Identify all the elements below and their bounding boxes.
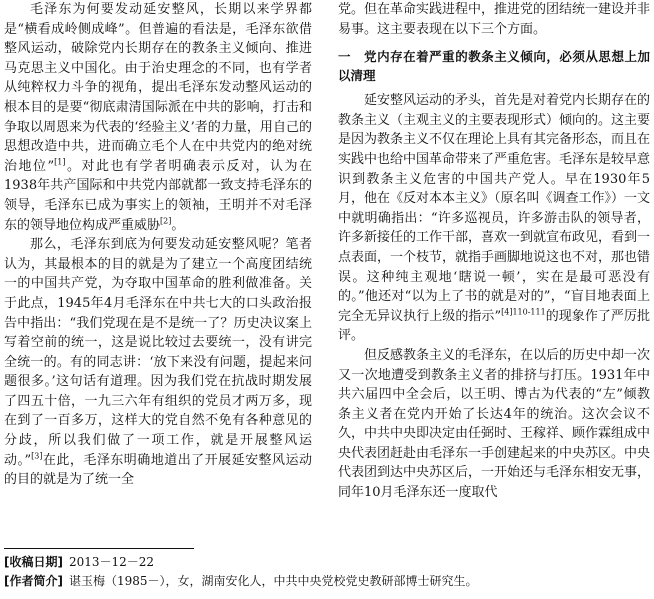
citation: [1]	[54, 157, 66, 167]
citation: [2]	[160, 216, 172, 226]
paragraph: 党。但在革命实践进程中，推进党的团结统一建设并非易事。这主要表现在以下三个方面。	[338, 2, 651, 37]
author-info-value: 谌玉梅（1985－），女，湖南安化人，中共中央党校党史教研部博士研究生。	[68, 574, 478, 588]
citation: [3]	[31, 451, 43, 461]
paragraph: 但反感教条主义的毛泽东，在以后的历史中却一次又一次地遭受到教条主义者的排挤与打压。1931年中共六届四中全会后，以王明、博古为代表的“左”倾教条主义者在党内开始了长达4年的统治。这次会议不久，中共中央即决定由任弼时、王稼祥、顾作霖组成中央代表团赶赴由毛泽东一手创建起来的中央苏区。中央代表团到达中央苏区后，一开始还与毛泽东相安无事，同年10月毛泽东还一度取代	[338, 347, 651, 501]
right-column	[338, 0, 650, 503]
left-column	[4, 0, 312, 490]
paragraph: 毛泽东为何要发动延安整风，长期以来学界都是“横看成岭侧成峰”。但普遍的看法是，毛泽东欲借整风运动，破除党内长期存在的教条主义倾向、推进马克思主义中国化。由于治史理念的不同，也有学者从纯粹权力斗争的视角，提出毛泽东发动整风运动的根本目的是要“彻底肃清国际派在中共的影响，打击和争取以周恩来为代表的‘经验主义’者的力量，用自己的思想改造中共，进而确立毛个人在中共党内的绝对统治地位”[1]。对此也有学者明确表示反对，认为在1938年共产国际和中共党内部就都一致支持毛泽东的领导，毛泽东已成为事实上的领袖，王明并不对毛泽东的领导地位构成严重威胁[2]。	[4, 2, 312, 233]
citation: [4]110-111	[501, 307, 546, 317]
author-info	[4, 572, 644, 591]
author-info-label: [作者简介]	[4, 574, 63, 588]
section-title: 一 党内存在着严重的教条主义倾向，必须从思想上加以清理	[338, 49, 650, 84]
footnotes	[4, 553, 644, 591]
received-date-label: [收稿日期]	[4, 555, 63, 569]
received-date-value: 2013－12－22	[68, 555, 155, 569]
paragraph: 延安整风运动的矛头，首先是对着党内长期存在的教条主义（主观主义的主要表现形式）倾向的。这主要是因为教条主义不仅在理论上具有其完备形态，而且在实践中也给中国革命带来了严重危害。毛泽东是较早意识到教条主义危害的中国共产党人。早在1930年5月，他在《反对本本主义》（原名叫《调查工作》）一文中就明确指出：“许多巡视员，许多游击队的领导者，许多新接任的工作干部，喜欢一到就宣布政见，看到一点表面，一个枝节，就指手画脚地说这也不对，那也错误。这种纯主观地‘瞎说一顿’，实在是最可恶没有的。”他还对“以为上了书的就是对的”，“盲目地表面上完全无异议执行上级的指示”$^{[4]110-111}$的现象作了严厉批评。	[338, 93, 651, 344]
footnote-rule	[4, 548, 194, 549]
paragraph: 那么，毛泽东到底为何要发动延安整风呢？笔者认为，其最根本的目的就是为了建立一个高度团结统一的中国共产党，为夺取中国革命的胜利做准备。关于此点，1945年4月毛泽东在中共七大的口头政治报告中指出：“我们党现在是不是统一了？历史决议案上写着空前的统一，这是说比较过去要统一，没有讲完全统一的。有的同志讲：‘放下来没有问题，提起来问题很多。’这句话有道理。因为我们党在抗战时期发展了四五十倍，一九三六年有组织的党员才两万多，现在到了一百多万，这样大的党自然不免有各种意见的分歧，所以我们做了一项工作，就是开展整风运动。”[3]在此，毛泽东明确地道出了开展延安整风运动的目的就是为了统一全	[4, 237, 312, 488]
received-date	[4, 553, 644, 572]
